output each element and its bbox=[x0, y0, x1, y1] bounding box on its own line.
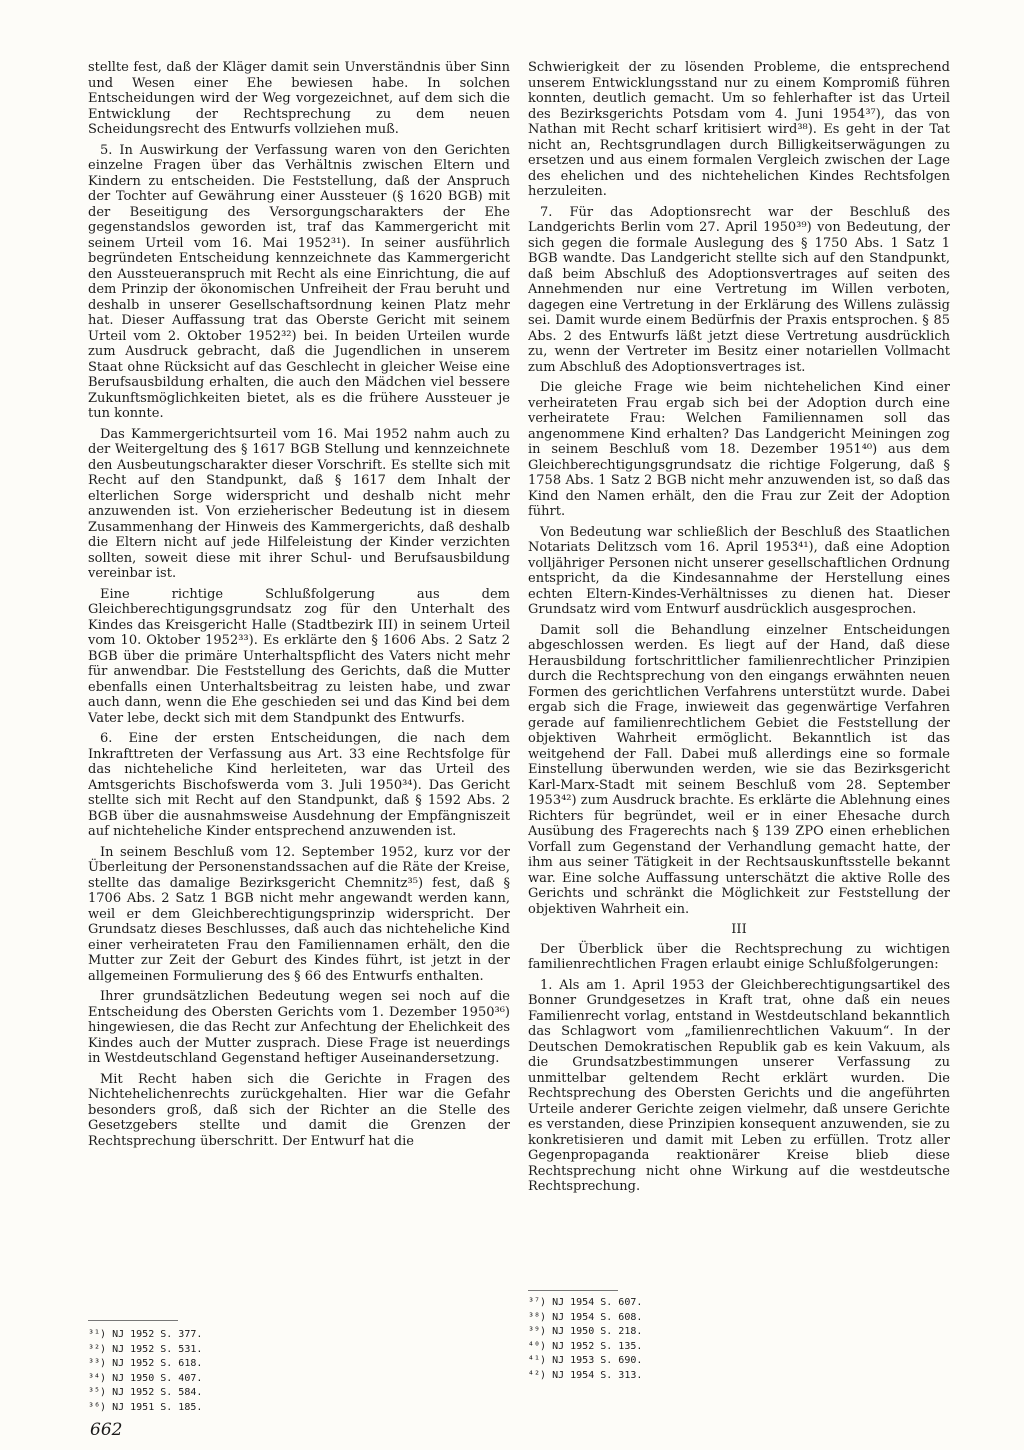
footnote: ⁴²) NJ 1954 S. 313. bbox=[528, 1369, 643, 1381]
footnote: ³⁷) NJ 1954 S. 607. bbox=[528, 1297, 643, 1308]
footnotes-left bbox=[88, 1328, 338, 1415]
footnote: ³⁴) NJ 1950 S. 407. bbox=[88, 1372, 203, 1384]
section-heading: III bbox=[731, 922, 747, 937]
paragraph: 6. Eine der ersten Entscheidungen, die nach dem Inkrafttreten der Verfassung aus Art. 33 eine Rechtsfolge für das nichteheliche Kind herleiteten, war das Urteil des Amtsgerichts Bischofswerda vom 3. Juli 1950³⁴). Das Gericht stellte sich mit Recht auf den Standpunkt, daß § 1592 Abs. 2 BGB über die ausnahmsweise Ausdehnung der Empfängniszeit auf nichteheliche Kinder entsprechend anzuwenden ist. bbox=[88, 731, 510, 839]
paragraph: 1. Als am 1. April 1953 der Gleichberechtigungsartikel des Bonner Grundgesetzes in Kraft trat, ohne daß ein neues Familienrecht vorlag, entstand in Westdeutschland bekanntlich das Schlagwort vom „familienrechtlichen Vakuum“. In der Deutschen Demokratischen Republik gab es kein Vakuum, als die Grundsatzbestimmungen unserer Verfassung zu unmittelbar geltendem Recht erklärt wurden. Die Rechtsprechung des Obersten Gerichts und die angeführten Urteile anderer Gerichte zeigen vielmehr, daß unsere Gerichte es verstanden, diese Prinzipien konsequent anzuwenden, sie zu konkretisieren und damit mit Leben zu erfüllen. Trotz aller Gegenpropaganda reaktionärer Kreise blieb diese Rechtsprechung nicht ohne Wirkung auf die westdeutsche Rechtsprechung. bbox=[528, 977, 950, 1194]
footnote: ³³) NJ 1952 S. 618. bbox=[88, 1358, 203, 1369]
paragraph: Von Bedeutung war schließlich der Beschluß des Staatlichen Notariats Delitzsch vom 16. April 1953⁴¹), daß eine Adoption volljähriger Personen nicht unserer gesellschaftlichen Ordnung entspricht, da die Kindesannahme der Herstellung eines echten Eltern-Kindes-Verhältnisses zu dienen hat. Dieser Grundsatz wird vom Entwurf ausdrücklich ausgesprochen. bbox=[528, 524, 950, 617]
paragraph: 5. In Auswirkung der Verfassung waren von den Gerichten einzelne Fragen über das Verhältnis zwischen Eltern und Kindern zu entscheiden. Die Feststellung, daß der Anspruch der Tochter auf Gewährung einer Aussteuer (§ 1620 BGB) mit der Beseitigung des Versorgungscharakters der Ehe gegenstandslos geworden ist, traf das Kammergericht mit seinem Urteil vom 16. Mai 1952³¹). In seiner ausführlich begründeten Entscheidung kennzeichnete das Kammergericht den Aussteueranspruch mit Recht als eine Einrichtung, die auf dem Prinzip der ökonomischen Unfreiheit der Frau beruht und deshalb in unserer Gesellschaftsordnung keinen Platz mehr hat. Dieser Auffassung trat das Oberste Gericht mit seinem Urteil vom 2. Oktober 1952³²) bei. In beiden Urteilen wurde zum Ausdruck gebracht, daß die Jugendlichen in unserem Staat ohne Rücksicht auf das Geschlecht in gleicher Weise eine Berufsausbildung erhalten, die auch den Mädchen viel bessere Zukunftsmöglichkeiten bietet, als es die frühere Aussteuer je tun konnte. bbox=[88, 142, 510, 421]
footnote-divider bbox=[528, 1290, 618, 1291]
footnote: ³⁵) NJ 1952 S. 584. bbox=[88, 1387, 203, 1398]
paragraph: 7. Für das Adoptionsrecht war der Beschluß des Landgerichts Berlin vom 27. April 1950³⁹) von Bedeutung, der sich gegen die formale Auslegung des § 1750 Abs. 1 Satz 1 BGB wandte. Das Landgericht stellte sich auf den Standpunkt, daß beim Abschluß des Adoptionsvertrages auf seiten des Annehmenden nur eine Vertretung im Willen verboten, dagegen eine Vertretung in der Erklärung des Willens zulässig sei. Damit wurde einem Bedürfnis der Praxis entsprochen. § 85 Abs. 2 des Entwurfs läßt jetzt diese Vertretung ausdrücklich zu, wenn der Vertreter im Besitz einer notariellen Vollmacht zum Abschluß des Adoptionsvertrages ist. bbox=[528, 204, 950, 375]
footnote: ³⁹) NJ 1950 S. 218. bbox=[528, 1326, 643, 1337]
left-column bbox=[88, 60, 510, 1378]
footnotes-right bbox=[528, 1296, 778, 1383]
paragraph: Die gleiche Frage wie beim nichtehelichen Kind einer verheirateten Frau ergab sich bei der Adoption durch eine verheiratete Frau: Welchen Familiennamen soll das angenommene Kind erhalten? Das Landgericht Meiningen zog in seinem Beschluß vom 18. Dezember 1951⁴⁰) aus dem Gleichberechtigungsgrundsatz die richtige Folgerung, daß § 1758 Abs. 1 Satz 2 BGB nicht mehr anzuwenden ist, so daß das Kind den Namen erhält, den die Frau zur Zeit der Adoption führt. bbox=[528, 380, 950, 519]
paragraph: stellte fest, daß der Kläger damit sein Unverständnis über Sinn und Wesen einer Ehe bewiesen habe. In solchen Entscheidungen wird der Weg vorgezeichnet, auf dem sich die Entwicklung der Rechtsprechung zu dem neuen Scheidungsrecht des Entwurfs vollziehen muß. bbox=[88, 60, 510, 137]
paragraph: In seinem Beschluß vom 12. September 1952, kurz vor der Überleitung der Personenstandssachen auf die Räte der Kreise, stellte das damalige Bezirksgericht Chemnitz³⁵) fest, daß § 1706 Abs. 2 Satz 1 BGB nicht mehr angewandt werden kann, weil er dem Gleichberechtigungsprinzip widerspricht. Der Grundsatz dieses Beschlusses, daß auch das nichteheliche Kind einer verheirateten Frau den Familiennamen erhält, den die Mutter zur Zeit der Geburt des Kindes führt, ist jetzt in der allgemeinen Formulierung des § 66 des Entwurfs enthalten. bbox=[88, 844, 510, 984]
page-number: 662 bbox=[90, 1420, 123, 1440]
paragraph: Mit Recht haben sich die Gerichte in Fragen des Nichtehelichenrechts zurückgehalten. Hier war die Gefahr besonders groß, daß sich der Richter an die Stelle des Gesetzgebers stellte und damit die Grenzen der Rechtsprechung überschritt. Der Entwurf hat die bbox=[88, 1071, 510, 1149]
footnote: ³⁸) NJ 1954 S. 608. bbox=[528, 1311, 643, 1323]
footnote: ³²) NJ 1952 S. 531. bbox=[88, 1343, 203, 1355]
right-column bbox=[528, 60, 950, 1286]
paragraph: Eine richtige Schlußfolgerung aus dem Gleichberechtigungsgrundsatz zog für den Unterhalt des Kindes das Kreisgericht Halle (Stadtbezirk III) in seinem Urteil vom 10. Oktober 1952³³). Es erklärte den § 1606 Abs. 2 Satz 2 BGB über die primäre Unterhaltspflicht des Vaters nicht mehr für anwendbar. Die Feststellung des Gerichts, daß die Mutter ebenfalls einen Unterhaltsbeitrag zu leisten habe, und zwar auch dann, wenn die Ehe geschieden sei und das Kind bei dem Vater lebe, deckt sich mit dem Standpunkt des Entwurfs. bbox=[88, 586, 510, 726]
footnote: ⁴¹) NJ 1953 S. 690. bbox=[528, 1355, 643, 1366]
paragraph: Damit soll die Behandlung einzelner Entscheidungen abgeschlossen werden. Es liegt auf der Hand, daß diese Herausbildung fortschrittlicher familienrechtlicher Prinzipien durch die Rechtsprechung von den eingangs erwähnten neuen Formen des gerichtlichen Verfahrens unterstützt wurde. Dabei ergab sich die Frage, inwieweit das gegenwärtige Verfahren gerade auf familienrechtlichem Gebiet die Feststellung der objektiven Wahrheit ermöglicht. Bekanntlich ist das weitgehend der Fall. Dabei muß allerdings eine so formale Einstellung überwunden werden, wie sie das Bezirksgericht Karl-Marx-Stadt mit seinem Beschluß vom 28. September 1953⁴²) zum Ausdruck brachte. Es erklärte die Ablehnung eines Richters für begründet, weil er in einer Ehesache durch Ausübung des Fragerechts nach § 139 ZPO einen erheblichen Vorfall zum Gegenstand der Verhandlung gemacht hatte, der ihm aus seiner Tätigkeit in der Rechtsauskunftsstelle bekannt war. Eine solche Auffassung unterschätzt die aktive Rolle des Gerichts und schränkt die Möglichkeit zur Feststellung der objektiven Wahrheit ein. bbox=[528, 622, 950, 917]
paragraph: Schwierigkeit der zu lösenden Probleme, die entsprechend unserem Entwicklungsstand nur zu einem Kompromiß führen konnten, deutlich gemacht. Um so fehlerhafter ist das Urteil des Bezirksgerichts Potsdam vom 4. Juni 1954³⁷), das von Nathan mit Recht scharf kritisiert wird³⁸). Es geht in der Tat nicht an, Rechtsgrundlagen durch Billigkeitserwägungen zu ersetzen und aus einem formalen Vergleich zwischen der Lage des ehelichen und des nichtehelichen Kindes Rechtsfolgen herzuleiten. bbox=[528, 60, 950, 199]
paragraph: Der Überblick über die Rechtsprechung zu wichtigen familienrechtlichen Fragen erlaubt einige Schlußfolgerungen: bbox=[528, 941, 950, 972]
paragraph: Das Kammergerichtsurteil vom 16. Mai 1952 nahm auch zu der Weitergeltung des § 1617 BGB Stellung und kennzeichnete den Ausbeutungscharakter dieser Vorschrift. Es stellte sich mit Recht auf den Standpunkt, daß § 1617 dem Inhalt der elterlichen Sorge widerspricht und deshalb nicht mehr anzuwenden ist. Von erzieherischer Bedeutung ist in diesem Zusammenhang der Hinweis des Kammergerichts, daß deshalb die Eltern nicht auf jede Hilfeleistung der Kinder verzichten sollten, soweit diese mit ihrer Schul- und Berufsausbildung vereinbar ist. bbox=[88, 426, 510, 581]
footnote: ⁴⁰) NJ 1952 S. 135. bbox=[528, 1340, 643, 1352]
footnote-divider bbox=[88, 1320, 178, 1321]
footnote: ³⁶) NJ 1951 S. 185. bbox=[88, 1401, 203, 1413]
paragraph: Ihrer grundsätzlichen Bedeutung wegen sei noch auf die Entscheidung des Obersten Gerichts vom 1. Dezember 1950³⁶) hingewiesen, die das Recht zur Anfechtung der Ehelichkeit des Kindes auch der Mutter zusprach. Diese Frage ist neuerdings in Westdeutschland Gegenstand heftiger Auseinandersetzung. bbox=[88, 989, 510, 1066]
footnote: ³¹) NJ 1952 S. 377. bbox=[88, 1329, 203, 1340]
